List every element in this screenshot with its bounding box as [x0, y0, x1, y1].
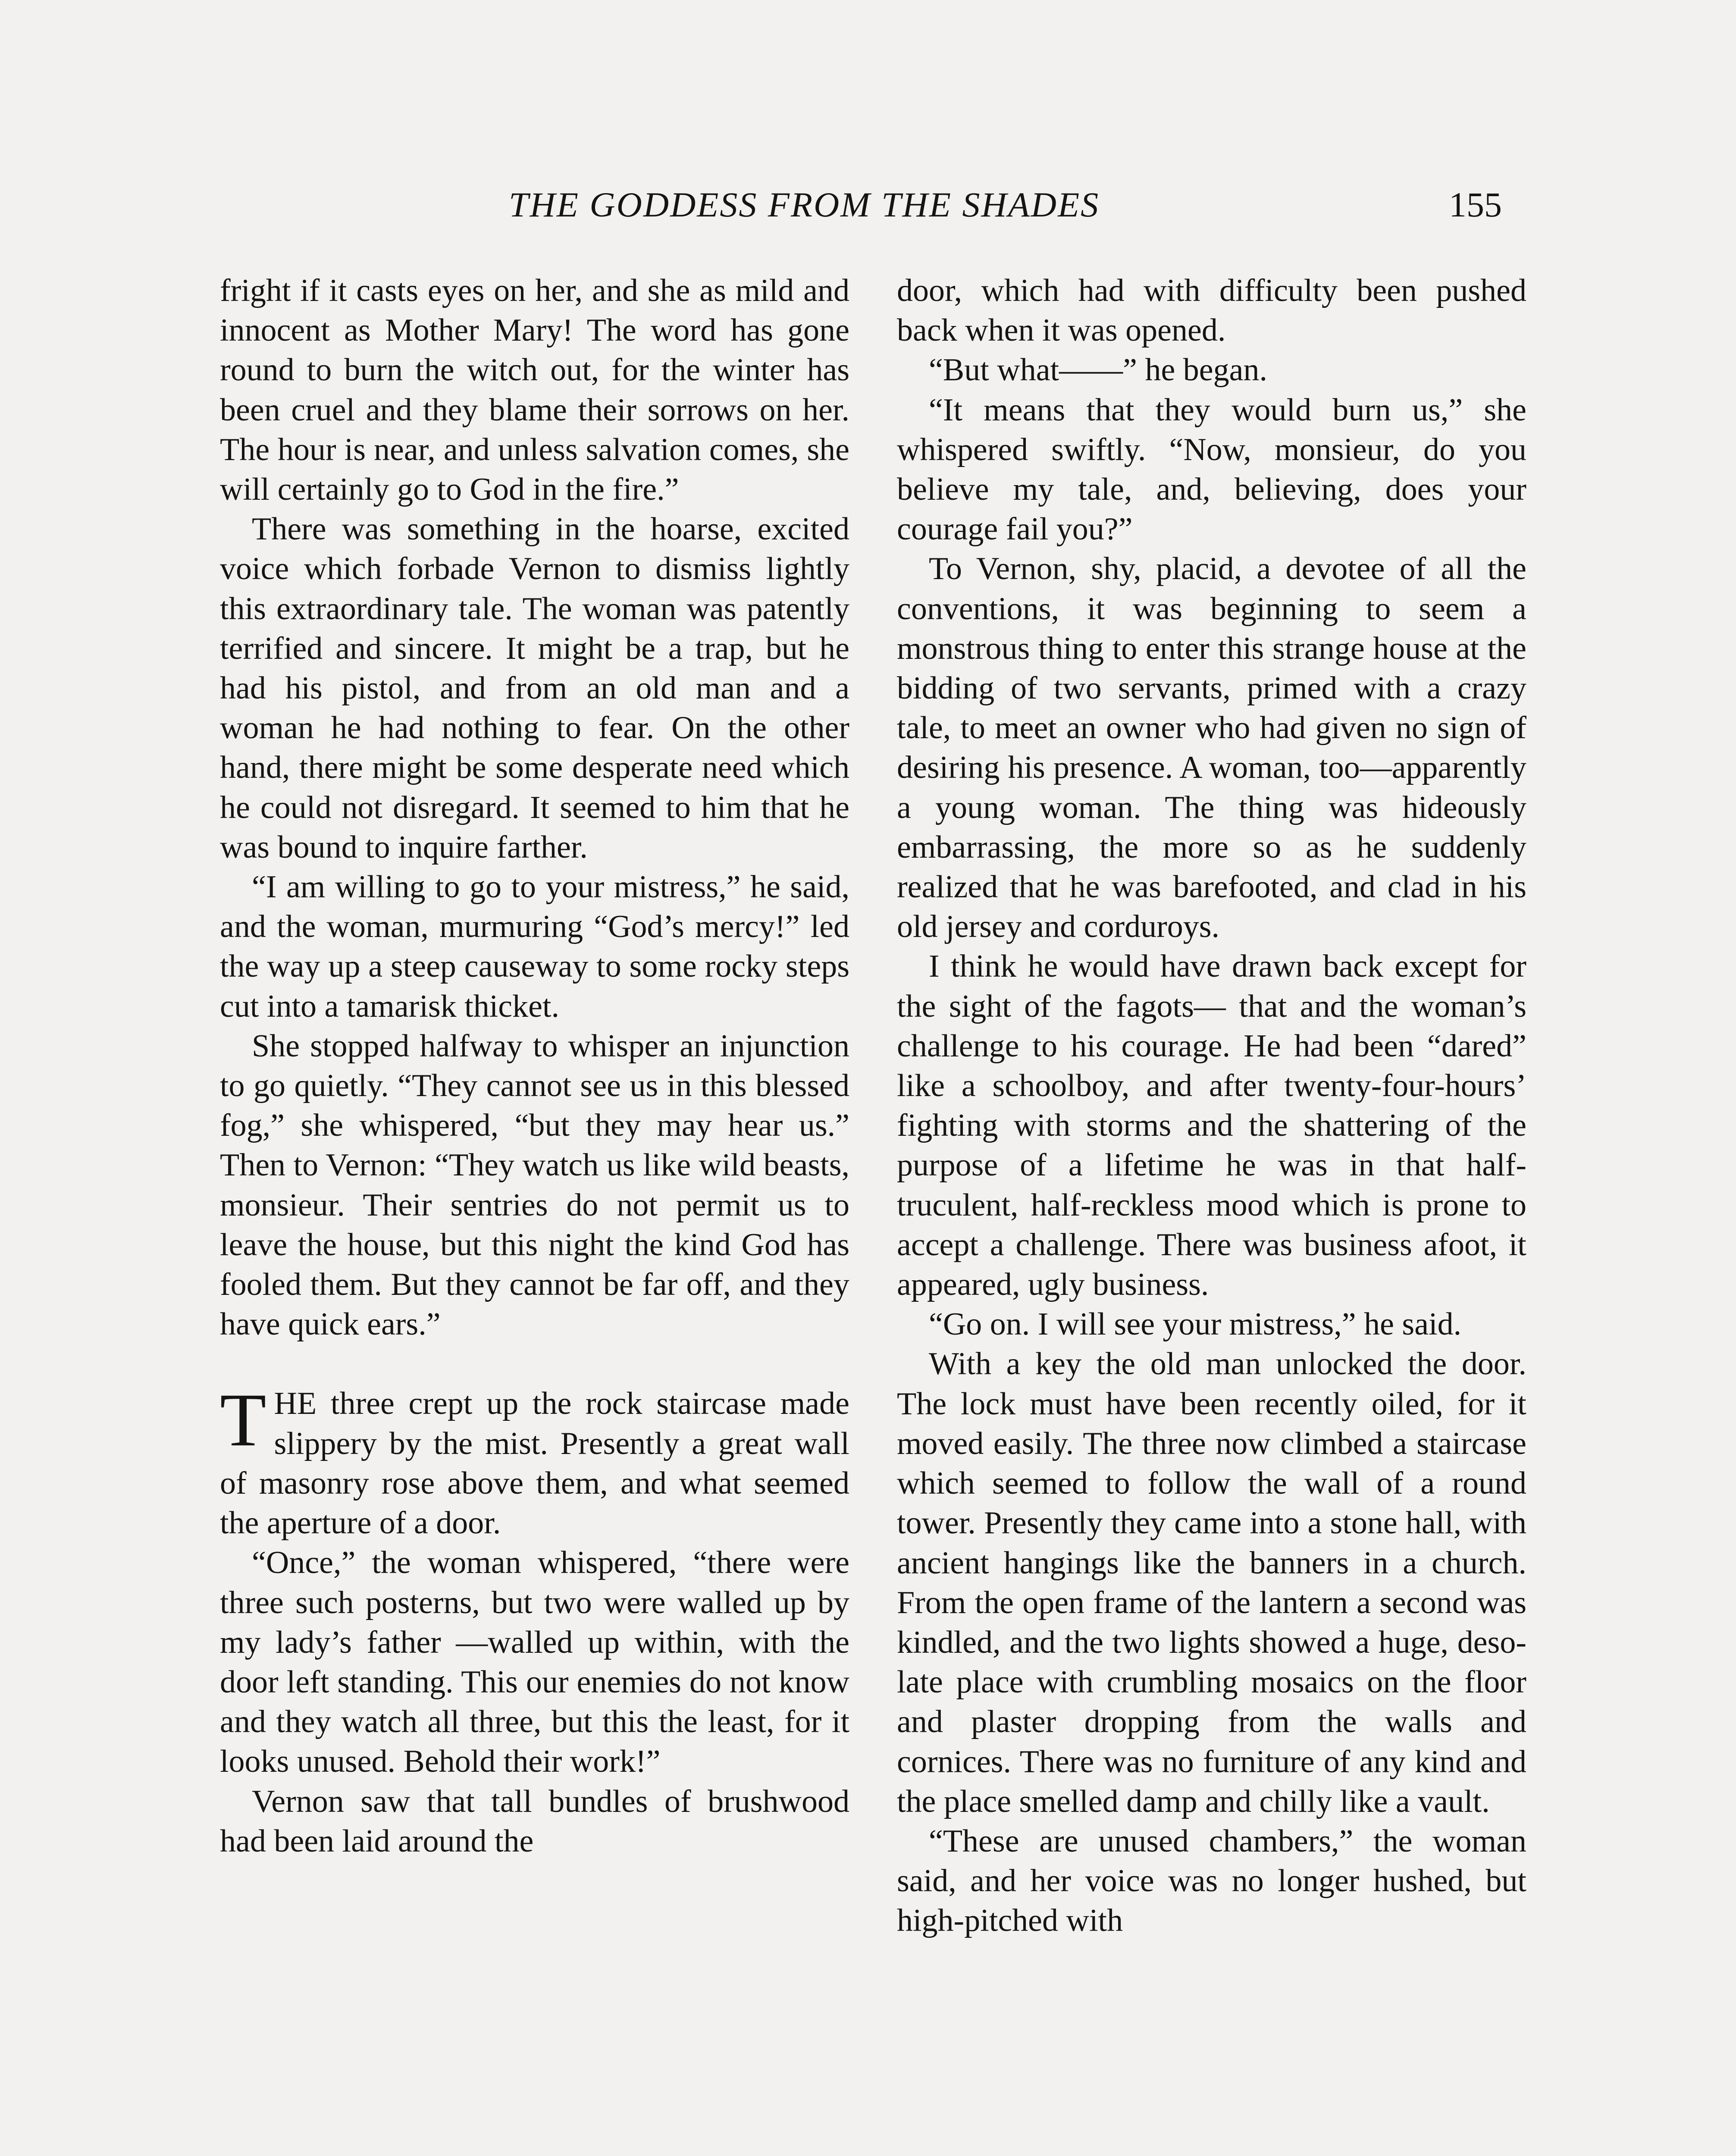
paragraph-text: HE three crept up the rock staircase made slippery by the mist. Presently a great wall of masonry rose above them, and what seemed the aperture of a door. — [220, 1386, 849, 1541]
paragraph: Vernon saw that tall bundles of brushwood had been laid around the — [220, 1783, 849, 1859]
page-number: 155 — [1449, 185, 1502, 224]
paragraph: There was something in the hoarse, excited voice which forbade Vernon to dismiss lightly this extraordinary tale. The woman was patently terrified and sincere. It might be a trap, but he had his pistol, and from an old man and a woman he had nothing to fear. On the other hand, there might be some desperate need which he could not disregard. It seemed to him that he was bound to inquire farther. — [220, 511, 849, 865]
paragraph: With a key the old man unlocked the door. The lock must have been recently oiled, for it moved easily. The three now climbed a staircase which seemed to follow the wall of a round tower. Presently they came into a stone hall, with ancient hangings like the banners in a church. From the open frame of the lantern a second was kindled, and the two lights showed a huge, desolate place with crumbling mosaics on the floor and plaster dropping from the walls and cornices. There was no furniture of any kind and the place smelled damp and chilly like a vault. — [897, 1346, 1526, 1819]
paragraph: “It means that they would burn us,” she whispered swiftly. “Now, monsieur, do you believe my tale, and, believing, does your courage fail you?” — [897, 392, 1526, 547]
section-opening-paragraph — [220, 1378, 849, 1543]
paragraph: She stopped halfway to whisper an injunction to go quietly. “They cannot see us in this blessed fog,” she whispered, “but they may hear us.” Then to Vernon: “They watch us like wild beasts, monsieur. Their sentries do not permit us to leave the house, but this night the kind God has fooled them. But they cannot be far off, and they have quick ears.” — [220, 1028, 849, 1342]
paragraph: “Go on. I will see your mistress,” he said. — [929, 1307, 1462, 1342]
paragraph: “But what——” he began. — [929, 352, 1267, 388]
left-column — [220, 271, 849, 1861]
paragraph: fright if it casts eyes on her, and she as mild and innocent as Mother Mary! The word has gone round to burn the witch out, for the winter has been cruel and they blame their sorrows on her. The hour is near, and unless salvation comes, she will certainly go to God in the fire.” — [220, 273, 849, 508]
running-title: THE GODDESS FROM THE SHADES — [509, 185, 1100, 224]
right-column — [897, 271, 1526, 1941]
paragraph: “I am willing to go to your mistress,” he said, and the woman, murmuring “God’s mercy!” led the way up a steep causeway to some rocky steps cut into a tamarisk thicket. — [220, 869, 849, 1024]
paragraph: door, which had with difficulty been pushed back when it was opened. — [897, 273, 1526, 348]
paragraph: I think he would have drawn back except for the sight of the fagots— that and the woman’s challenge to his courage. He had been “dared” like a schoolboy, and after twenty-four-hours’ fighting with storms and the shattering of the purpose of a lifetime he was in that half-truculent, half-reckless mood which is prone to accept a challenge. There was business afoot, it appeared, ugly business. — [897, 949, 1526, 1303]
paragraph: “These are unused chambers,” the woman said, and her voice was no longer hushed, but high-pitched with — [897, 1823, 1526, 1939]
drop-cap: T — [220, 1378, 266, 1463]
paragraph: “Once,” the woman whispered, “there were three such posterns, but two were walled up by my lady’s father —walled up within, with the door left standing. This our enemies do not know and they watch all three, but this the least, for it looks unused. Behold their work!” — [220, 1545, 849, 1780]
paragraph: To Vernon, shy, placid, a devotee of all the conventions, it was beginning to seem a monstrous thing to enter this strange house at the bidding of two servants, primed with a crazy tale, to meet an owner who had given no sign of desiring his presence. A woman, too—apparently a young woman. The thing was hideously embarrassing, the more so as he suddenly realized that he was barefooted, and clad in his old jersey and corduroys. — [897, 551, 1526, 945]
